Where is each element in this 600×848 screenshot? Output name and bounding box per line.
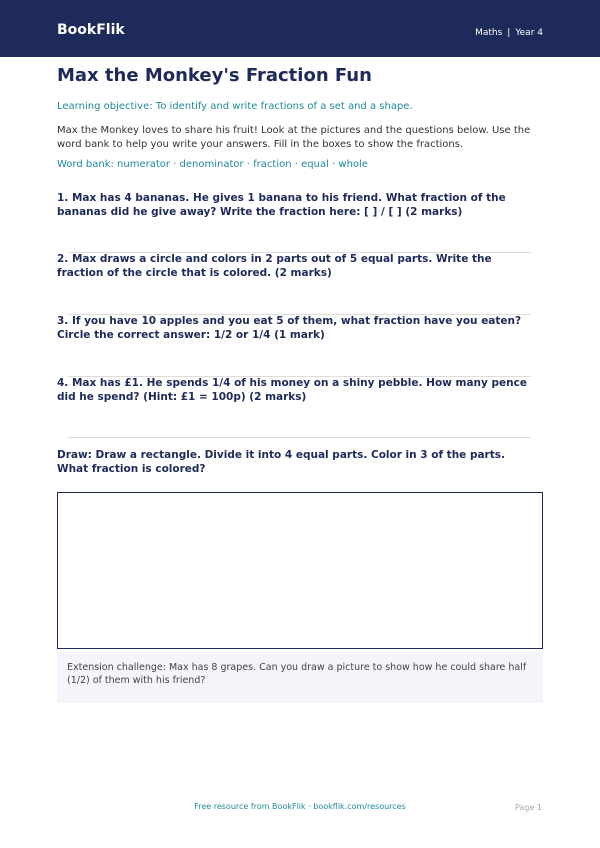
separator: | <box>507 28 511 38</box>
drawing-area[interactable] <box>57 492 543 649</box>
worksheet-title: Max the Monkey's Fraction Fun <box>57 65 372 86</box>
question-2: 2. Max draws a circle and colors in 2 parts out of 5 equal parts. Write the fraction of the circle that is colored. (2 marks) <box>57 253 492 279</box>
word-bank: Word bank: numerator · denominator · fraction · equal · whole <box>57 159 368 170</box>
brand-logo-text[interactable]: BookFlik <box>57 22 125 38</box>
question-4: 4. Max has £1. He spends 1/4 of his money on a shiny pebble. How many pence did he spend? (Hint: £1 = 100p) (2 marks) <box>57 377 527 403</box>
question-3: 3. If you have 10 apples and you eat 5 of them, what fraction have you eaten? Circle the correct answer: 1/2 or 1/4 (1 mark) <box>57 315 522 341</box>
footer-text[interactable]: Free resource from BookFlik · bookflik.com/resources <box>194 802 406 811</box>
subject-year-label <box>475 27 543 39</box>
divider <box>68 437 531 438</box>
header-bar <box>0 0 600 57</box>
subject-label: Maths <box>475 28 503 38</box>
intro-text: Max the Monkey loves to share his fruit! Look at the pictures and the questions below. Use the word bank to help you write your answers. Fill in the boxes to show the fractions. <box>57 125 531 150</box>
question-1: 1. Max has 4 bananas. He gives 1 banana to his friend. What fraction of the bananas did he give away? Write the fraction here: [ ] / [ ] (2 marks) <box>57 192 506 218</box>
learning-objective: Learning objective: To identify and write fractions of a set and a shape. <box>57 101 413 112</box>
draw-task: Draw: Draw a rectangle. Divide it into 4 equal parts. Color in 3 of the parts. What fraction is colored? <box>57 449 505 475</box>
year-label: Year 4 <box>515 28 543 38</box>
page-number: Page 1 <box>515 803 542 812</box>
extension-challenge: Extension challenge: Max has 8 grapes. Can you draw a picture to show how he could share half (1/2) of them with his friend? <box>57 652 543 703</box>
